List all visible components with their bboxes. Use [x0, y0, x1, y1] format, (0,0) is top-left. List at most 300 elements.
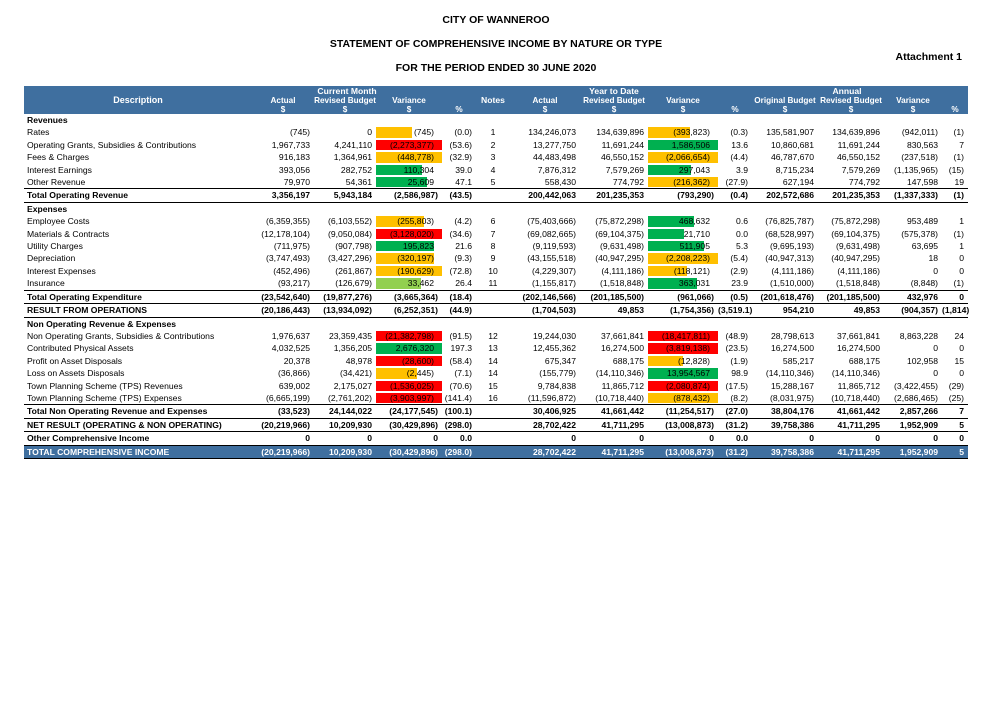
empty-cell — [314, 114, 376, 126]
ytd-revised-budget: 0 — [580, 432, 648, 445]
ytd-variance-pct: (3,519.1) — [718, 305, 753, 316]
column-header-ytd-variance: Variance — [648, 96, 718, 105]
variance-value: (3,819,138) — [666, 343, 710, 354]
empty-cell — [648, 114, 718, 126]
table-row — [24, 290, 968, 303]
ytd-variance-dollar: (961,066) — [648, 290, 718, 303]
cm-variance-pct: (18.4) — [442, 290, 476, 303]
note-ref — [476, 418, 510, 431]
unit-cm-revised: $ — [314, 105, 376, 114]
an-variance-dollar: 2,857,266 — [884, 405, 942, 418]
an-variance-pct: 19 — [954, 177, 965, 188]
an-revised-budget: (75,872,298) — [831, 216, 880, 227]
ytd-variance-dollar — [648, 240, 718, 252]
empty-cell — [376, 114, 442, 126]
ytd-variance-pct: (8.2) — [730, 392, 748, 403]
empty-cell — [718, 202, 752, 215]
cm-variance-pct: (44.9) — [442, 304, 476, 317]
cm-variance-dollar — [376, 252, 442, 264]
section-label: Non Operating Revenue & Expenses — [27, 318, 176, 329]
variance-value: (2,445) — [406, 368, 434, 379]
an-variance-pct: 1 — [959, 241, 965, 252]
table-row — [24, 418, 968, 431]
row-label: Total Operating Expenditure — [24, 290, 252, 303]
ytd-variance-dollar: 0 — [648, 432, 718, 445]
an-revised-budget: 134,639,896 — [832, 127, 880, 138]
note-ref: 2 — [490, 139, 496, 150]
variance-value: 468,632 — [678, 216, 710, 227]
table-row — [24, 317, 968, 330]
an-original-budget: (4,111,186) — [771, 265, 814, 276]
ytd-variance-pct: (5.4) — [730, 253, 748, 264]
cm-variance-dollar — [376, 380, 442, 392]
ytd-revised-budget: 7,579,269 — [605, 164, 644, 175]
cm-variance-pct: 197.3 — [450, 343, 472, 354]
an-variance-dollar: 8,863,228 — [899, 330, 939, 341]
ytd-revised-budget: 41,711,295 — [580, 445, 648, 458]
an-revised-budget: 37,661,841 — [836, 330, 880, 341]
an-original-budget: 39,758,386 — [752, 418, 818, 431]
cm-variance-pct: (43.5) — [442, 189, 476, 202]
cm-variance-dollar — [376, 277, 442, 290]
ytd-actual: 19,244,030 — [532, 330, 576, 341]
ytd-actual: (11,596,872) — [527, 392, 576, 403]
ytd-variance-dollar — [648, 151, 718, 163]
variance-value: (21,382,798) — [385, 330, 434, 341]
cm-revised-budget: (34,421) — [339, 368, 372, 379]
ytd-actual: (43,155,518) — [527, 253, 576, 264]
note-ref: 10 — [488, 265, 498, 276]
ytd-revised-budget: 688,175 — [612, 355, 644, 366]
cm-revised-budget: 10,209,930 — [314, 445, 376, 458]
an-original-budget: 585,217 — [782, 355, 814, 366]
ytd-variance-pct: 3.9 — [736, 164, 748, 175]
ytd-actual: 134,246,073 — [528, 127, 576, 138]
row-label: Operating Grants, Subsidies & Contributions — [27, 139, 197, 150]
cm-variance-pct: 21.6 — [455, 241, 472, 252]
cm-variance-pct: (141.4) — [444, 392, 472, 403]
spacer-an — [942, 86, 968, 105]
an-original-budget: 0 — [752, 432, 818, 445]
ytd-revised-budget: (14,110,346) — [595, 368, 644, 379]
income-statement-table — [24, 86, 968, 459]
ytd-revised-budget: 41,711,295 — [580, 418, 648, 431]
cm-actual: 20,378 — [283, 355, 310, 366]
cm-variance-dollar: 0 — [376, 432, 442, 445]
empty-cell — [884, 202, 942, 215]
empty-cell — [580, 202, 648, 215]
an-revised-budget: 41,711,295 — [818, 418, 884, 431]
ytd-variance-pct: (23.5) — [725, 343, 748, 354]
row-label: Contributed Physical Assets — [27, 343, 134, 354]
ytd-variance-dollar — [648, 330, 718, 342]
an-variance-pct: 0 — [959, 253, 965, 264]
ytd-variance-pct: (17.5) — [725, 380, 748, 391]
cm-actual: 1,967,733 — [271, 139, 310, 150]
table-row — [24, 367, 968, 379]
table-row — [24, 202, 968, 215]
cm-variance-pct: (7.1) — [454, 368, 472, 379]
ytd-revised-budget: 134,639,896 — [596, 127, 644, 138]
an-variance-pct: 15 — [954, 355, 965, 366]
ytd-variance-dollar — [648, 355, 718, 367]
cm-variance-pct: 47.1 — [455, 177, 472, 188]
row-label: Fees & Charges — [27, 152, 90, 163]
ytd-actual: 13,277,750 — [532, 139, 576, 150]
cm-actual: (711,975) — [273, 241, 310, 252]
cm-variance-dollar — [376, 126, 442, 138]
cm-variance-dollar: (3,665,364) — [376, 290, 442, 303]
variance-value: (118,121) — [673, 265, 710, 276]
statement-title: STATEMENT OF COMPREHENSIVE INCOME BY NATURE OR TYPE — [329, 38, 663, 50]
cm-revised-budget: 0 — [314, 432, 376, 445]
empty-cell — [752, 202, 818, 215]
table-row — [24, 277, 968, 290]
note-ref: 11 — [488, 278, 498, 289]
an-variance-pct: 0 — [959, 343, 965, 354]
ytd-revised-budget: (9,631,498) — [600, 241, 644, 252]
empty-cell — [476, 317, 510, 330]
an-variance-pct: 5 — [942, 445, 968, 458]
empty-cell — [942, 114, 968, 126]
table-row — [24, 355, 968, 367]
empty-cell — [752, 114, 818, 126]
cm-variance-pct: 0.0 — [442, 432, 476, 445]
column-header-ytd-revised-budget: Revised Budget — [580, 96, 648, 105]
table-row — [24, 252, 968, 264]
note-ref: 12 — [488, 330, 498, 341]
ytd-variance-dollar — [648, 277, 718, 290]
empty-cell — [580, 317, 648, 330]
table-head — [24, 86, 968, 114]
an-variance-dollar: 63,695 — [911, 241, 939, 252]
variance-value: (2,066,654) — [666, 152, 710, 163]
unit-ytd-actual: $ — [510, 105, 580, 114]
table-row — [24, 304, 968, 317]
ytd-actual: (75,403,666) — [527, 216, 576, 227]
an-variance-dollar: 0 — [884, 432, 942, 445]
section-label: Expenses — [27, 203, 68, 214]
unit-an-original: $ — [752, 105, 818, 114]
cm-variance-dollar — [376, 176, 442, 189]
variance-value: (2,080,874) — [666, 380, 710, 391]
table-row — [24, 265, 968, 277]
variance-value: (448,778) — [397, 152, 434, 163]
table-body — [24, 114, 968, 458]
row-label: Profit on Asset Disposals — [27, 355, 123, 366]
ytd-variance-pct: 0.0 — [718, 432, 752, 445]
ytd-variance-pct: (48.9) — [725, 330, 748, 341]
variance-value: 195,823 — [402, 241, 434, 252]
spacer-cm — [442, 86, 476, 105]
an-original-budget: 15,288,167 — [770, 380, 814, 391]
ytd-actual: 30,406,925 — [510, 405, 580, 418]
cm-variance-dollar: (30,429,896) — [376, 418, 442, 431]
row-label: Insurance — [27, 278, 65, 289]
page — [0, 14, 992, 716]
an-revised-budget: 41,661,442 — [818, 405, 884, 418]
cm-revised-budget: 48,978 — [345, 355, 372, 366]
an-revised-budget: 11,865,712 — [837, 380, 880, 391]
column-header-ytd-actual: Actual — [510, 96, 580, 105]
cm-variance-pct: 26.4 — [455, 278, 472, 289]
an-variance-pct: (1) — [953, 228, 965, 239]
unit-an-variance-dollar: $ — [884, 105, 942, 114]
cm-actual: (20,186,443) — [252, 304, 314, 317]
an-original-budget: 135,581,907 — [766, 127, 814, 138]
an-variance-pct: 1 — [959, 216, 965, 227]
cm-variance-dollar — [376, 139, 442, 151]
variance-value: (3,903,997) — [390, 392, 434, 403]
ytd-revised-budget: 49,853 — [580, 304, 648, 317]
unit-ytd-variance-pct: % — [718, 105, 752, 114]
cm-revised-budget: 1,356,205 — [333, 343, 372, 354]
empty-cell — [376, 202, 442, 215]
ytd-actual: 200,442,063 — [510, 189, 580, 202]
row-label: Town Planning Scheme (TPS) Revenues — [27, 380, 183, 391]
ytd-variance-dollar — [648, 164, 718, 176]
note-ref: 5 — [490, 177, 496, 188]
cm-revised-budget: 1,364,961 — [333, 152, 372, 163]
empty-cell — [884, 114, 942, 126]
variance-value: (190,629) — [397, 265, 434, 276]
an-variance-dollar: 102,958 — [906, 355, 939, 366]
ytd-revised-budget: (10,718,440) — [595, 392, 644, 403]
ytd-variance-pct: 23.9 — [731, 278, 748, 289]
note-ref: 16 — [488, 392, 498, 403]
an-variance-pct: 0 — [959, 265, 965, 276]
an-original-budget: (1,510,000) — [770, 278, 814, 289]
ytd-variance-pct: 13.6 — [731, 139, 748, 150]
empty-cell — [442, 317, 476, 330]
ytd-variance-pct: (0.5) — [718, 290, 752, 303]
cm-revised-budget: 23,359,435 — [328, 330, 372, 341]
cm-variance-pct: (0.0) — [454, 127, 472, 138]
an-original-budget: 46,787,670 — [770, 152, 814, 163]
an-variance-dollar: 0 — [933, 343, 939, 354]
ytd-variance-dollar: (793,290) — [648, 189, 718, 202]
an-variance-pct: (29) — [948, 380, 965, 391]
ytd-revised-budget: (1,518,848) — [600, 278, 644, 289]
note-ref — [476, 405, 510, 418]
cm-revised-budget: (907,798) — [335, 241, 372, 252]
empty-cell — [818, 202, 884, 215]
cm-revised-budget: (2,761,202) — [328, 392, 372, 403]
row-label: Other Comprehensive Income — [24, 432, 252, 445]
an-variance-dollar: 953,489 — [906, 216, 939, 227]
an-variance-dollar: (2,686,465) — [894, 392, 939, 403]
ytd-actual: 558,430 — [544, 177, 576, 188]
cm-revised-budget: 282,752 — [340, 164, 372, 175]
cm-variance-dollar — [376, 228, 442, 240]
ytd-actual: (155,779) — [539, 368, 576, 379]
variance-value: (28,600) — [401, 355, 434, 366]
row-label: Interest Expenses — [27, 265, 96, 276]
an-original-budget: (9,695,193) — [770, 241, 814, 252]
cm-actual: (452,496) — [273, 265, 310, 276]
column-header-an-revised-budget: Revised Budget — [818, 96, 884, 105]
an-revised-budget: (9,631,498) — [836, 241, 880, 252]
variance-value: (18,417,811) — [661, 330, 710, 341]
note-ref: 15 — [488, 380, 498, 391]
row-label: Loss on Assets Disposals — [27, 368, 125, 379]
cm-variance-pct: 39.0 — [455, 164, 472, 175]
an-revised-budget: 688,175 — [848, 355, 880, 366]
cm-actual: (3,747,493) — [266, 253, 310, 264]
variance-value: 33,462 — [407, 278, 434, 289]
an-original-budget: 10,860,681 — [770, 139, 814, 150]
ytd-revised-budget: 774,792 — [612, 177, 644, 188]
empty-cell — [818, 114, 884, 126]
ytd-variance-dollar — [648, 252, 718, 264]
cm-revised-budget: (13,934,092) — [314, 304, 376, 317]
an-variance-dollar: (1,337,333) — [884, 189, 942, 202]
an-variance-dollar: 1,952,909 — [884, 445, 942, 458]
an-variance-pct: 5 — [942, 418, 968, 431]
empty-cell — [942, 317, 968, 330]
table-row — [24, 114, 968, 126]
cm-actual: (36,866) — [277, 368, 310, 379]
an-revised-budget: (69,104,375) — [831, 228, 880, 239]
ytd-variance-dollar: (13,008,873) — [648, 445, 718, 458]
an-variance-dollar: (8,848) — [910, 278, 939, 289]
ytd-actual: 28,702,422 — [510, 418, 580, 431]
an-variance-dollar: 147,598 — [906, 177, 939, 188]
an-variance-dollar: 830,563 — [906, 139, 939, 150]
ytd-variance-pct: (0.3) — [730, 127, 748, 138]
an-revised-budget: 7,579,269 — [841, 164, 880, 175]
an-revised-budget: 16,274,500 — [836, 343, 880, 354]
ytd-variance-dollar — [648, 176, 718, 189]
table-row — [24, 126, 968, 138]
cm-variance-pct: (32.9) — [449, 152, 472, 163]
ytd-variance-pct: 0.0 — [736, 228, 748, 239]
attachment-label: Attachment 1 — [895, 51, 962, 63]
an-variance-pct: 0 — [942, 432, 968, 445]
ytd-variance-dollar: (11,254,517) — [648, 405, 718, 418]
cm-variance-dollar — [376, 392, 442, 405]
cm-revised-budget: (9,050,084) — [328, 228, 372, 239]
note-ref: 14 — [488, 355, 498, 366]
row-label: Rates — [27, 127, 50, 138]
ytd-actual: 7,876,312 — [537, 164, 576, 175]
ytd-variance-dollar — [648, 139, 718, 151]
ytd-actual: 12,455,362 — [532, 343, 576, 354]
cm-actual: 3,356,197 — [252, 189, 314, 202]
empty-cell — [718, 317, 752, 330]
ytd-actual: (69,082,665) — [527, 228, 576, 239]
an-variance-pct: (1) — [942, 189, 968, 202]
column-header-notes: Notes — [476, 86, 510, 114]
cm-revised-budget: (19,877,276) — [314, 290, 376, 303]
an-original-budget: 8,715,234 — [775, 164, 814, 175]
ytd-variance-dollar — [648, 342, 718, 354]
an-variance-dollar: (237,518) — [901, 152, 939, 163]
an-revised-budget: (40,947,295) — [831, 253, 880, 264]
an-variance-dollar: (1,135,965) — [894, 164, 939, 175]
ytd-actual: 9,784,838 — [537, 380, 576, 391]
an-revised-budget: (201,185,500) — [818, 290, 884, 303]
cm-variance-dollar — [376, 367, 442, 379]
an-original-budget: 28,798,613 — [770, 330, 814, 341]
cm-revised-budget: 5,943,184 — [314, 189, 376, 202]
column-header-cm-variance: Variance — [376, 96, 442, 105]
table-row — [24, 139, 968, 151]
an-revised-budget: (14,110,346) — [831, 368, 880, 379]
cm-variance-dollar: (30,429,896) — [376, 445, 442, 458]
an-original-budget: 38,804,176 — [752, 405, 818, 418]
row-label: Interest Earnings — [27, 164, 92, 175]
column-header-an-variance: Variance — [884, 96, 942, 105]
cm-variance-pct: (91.5) — [449, 330, 472, 341]
cm-variance-pct: (298.0) — [442, 445, 476, 458]
cm-variance-pct: (100.1) — [442, 405, 476, 418]
period-line: FOR THE PERIOD ENDED 30 JUNE 2020 — [395, 62, 597, 74]
empty-cell — [510, 317, 580, 330]
cm-variance-dollar: (6,252,351) — [376, 304, 442, 317]
unit-an-variance-pct: % — [942, 105, 968, 114]
empty-cell — [442, 114, 476, 126]
ytd-variance-pct: 5.3 — [736, 241, 748, 252]
group-header-annual: Annual — [752, 86, 942, 96]
ytd-variance-dollar — [648, 126, 718, 138]
an-variance-pct: (1) — [953, 127, 965, 138]
row-label: Utility Charges — [27, 241, 83, 252]
variance-value: (2,208,223) — [666, 253, 710, 264]
an-variance-pct: (1,814) — [942, 305, 970, 316]
column-header-an-original-budget: Original Budget — [752, 96, 818, 105]
note-ref: 3 — [490, 152, 496, 163]
an-variance-pct: 7 — [942, 405, 968, 418]
an-original-budget: (14,110,346) — [765, 368, 814, 379]
column-header-cm-actual: Actual — [252, 96, 314, 105]
variance-value: (393,823) — [673, 127, 710, 138]
cm-revised-budget: 2,175,027 — [333, 380, 372, 391]
ytd-revised-budget: 37,661,841 — [600, 330, 644, 341]
note-ref: 9 — [490, 253, 496, 264]
cm-variance-pct: (70.6) — [449, 380, 472, 391]
cm-variance-dollar: (24,177,545) — [376, 405, 442, 418]
cm-variance-dollar — [376, 151, 442, 163]
variance-value: (320,197) — [397, 253, 434, 264]
an-variance-pct: (25) — [948, 392, 965, 403]
an-revised-budget: (10,718,440) — [831, 392, 880, 403]
cm-actual: 916,183 — [278, 152, 310, 163]
table-row — [24, 240, 968, 252]
ytd-variance-dollar — [648, 215, 718, 227]
an-original-budget: (68,528,997) — [765, 228, 814, 239]
table-row — [24, 405, 968, 418]
unit-cm-variance-dollar: $ — [376, 105, 442, 114]
an-original-budget: (76,825,787) — [765, 216, 814, 227]
note-ref — [476, 189, 510, 202]
group-header-current-month: Current Month — [252, 86, 442, 96]
ytd-variance-pct: (27.0) — [718, 405, 752, 418]
variance-value: 13,954,567 — [666, 368, 710, 379]
ytd-actual: 0 — [510, 432, 580, 445]
cm-variance-pct: (53.6) — [449, 139, 472, 150]
an-revised-budget: 0 — [818, 432, 884, 445]
ytd-variance-pct: (1.9) — [730, 355, 748, 366]
ytd-variance-pct: (2.9) — [730, 265, 748, 276]
variance-value: 363,031 — [678, 278, 710, 289]
empty-cell — [314, 202, 376, 215]
row-label: NET RESULT (OPERATING & NON OPERATING) — [24, 418, 252, 431]
cm-revised-budget: (261,867) — [335, 265, 372, 276]
ytd-variance-pct: 0.6 — [736, 216, 748, 227]
an-variance-pct: (1) — [953, 152, 965, 163]
an-variance-pct: (1) — [953, 278, 965, 289]
